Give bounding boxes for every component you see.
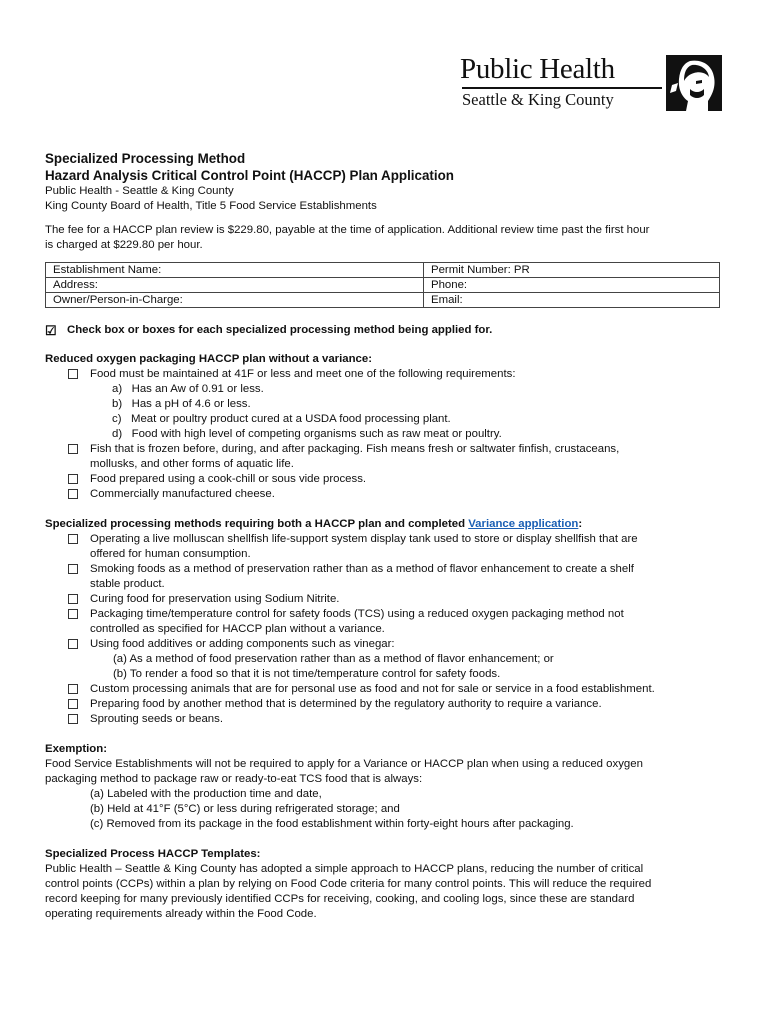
templates-heading: Specialized Process HACCP Templates: [45, 848, 261, 860]
variance-application-link[interactable]: Variance application [468, 518, 579, 530]
variance-item-6: Custom processing animals that are for personal use as food and not for sale or service in a food establishment. [45, 682, 725, 697]
rop-sub-a: a) Has an Aw of 0.91 or less. [112, 383, 264, 395]
templates-text-4: operating requirements already within the Food Code. [45, 908, 317, 920]
rop-item-3: Food prepared using a cook-chill or sous vide process. [45, 472, 725, 487]
form-title-line2: Hazard Analysis Critical Control Point (HACCP) Plan Application [45, 168, 454, 183]
checkbox[interactable] [68, 639, 78, 649]
variance-item-4-cont: controlled as specified for HACCP plan without a variance. [90, 623, 385, 635]
variance-item-5b: (b) To render a food so that it is not time/temperature control for safety foods. [113, 668, 501, 680]
variance-item-4: Packaging time/temperature control for safety foods (TCS) using a reduced oxygen packaging method not [45, 607, 725, 622]
org-name: Public Health - Seattle & King County [45, 185, 234, 197]
variance-item-1: Operating a live molluscan shellfish life-support system display tank used to store or display shellfish that are [45, 532, 725, 547]
exemption-c: (c) Removed from its package in the food establishment within forty-eight hours after packaging. [90, 818, 574, 830]
checkbox[interactable] [68, 564, 78, 574]
checkbox[interactable] [68, 609, 78, 619]
phone-field[interactable]: Phone: [424, 278, 720, 293]
public-health-logo [460, 55, 722, 113]
logo-title: Public Health [460, 53, 615, 85]
variance-item-2: Smoking foods as a method of preservation rather than as a method of flavor enhancement to create a shelf [45, 562, 725, 577]
checkbox[interactable] [68, 714, 78, 724]
rop-item-1: Food must be maintained at 41F or less and meet one of the following requirements: [45, 367, 725, 382]
checkbox[interactable] [68, 444, 78, 454]
exemption-a: (a) Labeled with the production time and date, [90, 788, 322, 800]
templates-text-1: Public Health – Seattle & King County has adopted a simple approach to HACCP plans, reducing the number of critical [45, 863, 644, 875]
fee-text-cont: is charged at $229.80 per hour. [45, 239, 203, 251]
checkbox[interactable] [68, 699, 78, 709]
fee-text: The fee for a HACCP plan review is $229.80, payable at the time of application. Additional review time past the first hour [45, 224, 650, 236]
variance-item-8: Sprouting seeds or beans. [45, 712, 725, 727]
rop-item-2: Fish that is frozen before, during, and after packaging. Fish means fresh or saltwater finfish, crustaceans, [45, 442, 725, 457]
variance-item-5: Using food additives or adding components such as vinegar: [45, 637, 725, 652]
variance-item-1-cont: offered for human consumption. [90, 548, 251, 560]
permit-number-field[interactable]: Permit Number: PR [424, 263, 720, 278]
establishment-name-field[interactable]: Establishment Name: [46, 263, 424, 278]
form-title-line1: Specialized Processing Method [45, 151, 246, 166]
variance-item-3: Curing food for preservation using Sodium Nitrite. [45, 592, 725, 607]
establishment-info-table [45, 262, 720, 308]
checkbox[interactable] [68, 474, 78, 484]
exemption-text-cont: packaging method to package raw or ready-to-eat TCS food that is always: [45, 773, 423, 785]
variance-heading: Specialized processing methods requiring both a HACCP plan and completed Variance application: [45, 518, 583, 530]
checkbox[interactable] [68, 684, 78, 694]
exemption-b: (b) Held at 41°F (5°C) or less during refrigerated storage; and [90, 803, 400, 815]
rop-sub-c: c) Meat or poultry product cured at a USDA food processing plant. [112, 413, 451, 425]
variance-item-7: Preparing food by another method that is determined by the regulatory authority to require a variance. [45, 697, 725, 712]
checkbox[interactable] [68, 369, 78, 379]
checkmark-icon: ☑ [45, 323, 57, 338]
rop-item-2-cont: mollusks, and other forms of aquatic life. [90, 458, 294, 470]
rop-item-4: Commercially manufactured cheese. [45, 487, 725, 502]
rop-heading: Reduced oxygen packaging HACCP plan without a variance: [45, 353, 373, 365]
templates-text-2: control points (CCPs) within a plan by relying on Food Code criteria for many control points. This will reduce the required [45, 878, 652, 890]
rop-sub-d: d) Food with high level of competing organisms such as raw meat or poultry. [112, 428, 502, 440]
logo-subtitle: Seattle & King County [462, 90, 614, 109]
email-field[interactable]: Email: [424, 293, 720, 308]
exemption-text: Food Service Establishments will not be required to apply for a Variance or HACCP plan when using a reduced oxygen [45, 758, 643, 770]
templates-text-3: record keeping for many previously identified CCPs for receiving, cooking, and cooling logs, since these are standard [45, 893, 635, 905]
logo-divider [462, 87, 662, 89]
address-field[interactable]: Address: [46, 278, 424, 293]
instruction [45, 323, 725, 338]
checkbox[interactable] [68, 534, 78, 544]
variance-item-5a: (a) As a method of food preservation rather than as a method of flavor enhancement; or [113, 653, 554, 665]
checkbox[interactable] [68, 489, 78, 499]
application-form [45, 150, 725, 922]
board-name: King County Board of Health, Title 5 Food Service Establishments [45, 200, 377, 212]
portrait-icon [666, 55, 722, 111]
exemption-heading: Exemption: [45, 743, 108, 755]
rop-sub-b: b) Has a pH of 4.6 or less. [112, 398, 251, 410]
owner-field[interactable]: Owner/Person-in-Charge: [46, 293, 424, 308]
checkbox[interactable] [68, 594, 78, 604]
variance-item-2-cont: stable product. [90, 578, 165, 590]
instruction-text: Check box or boxes for each specialized processing method being applied for. [67, 324, 493, 336]
